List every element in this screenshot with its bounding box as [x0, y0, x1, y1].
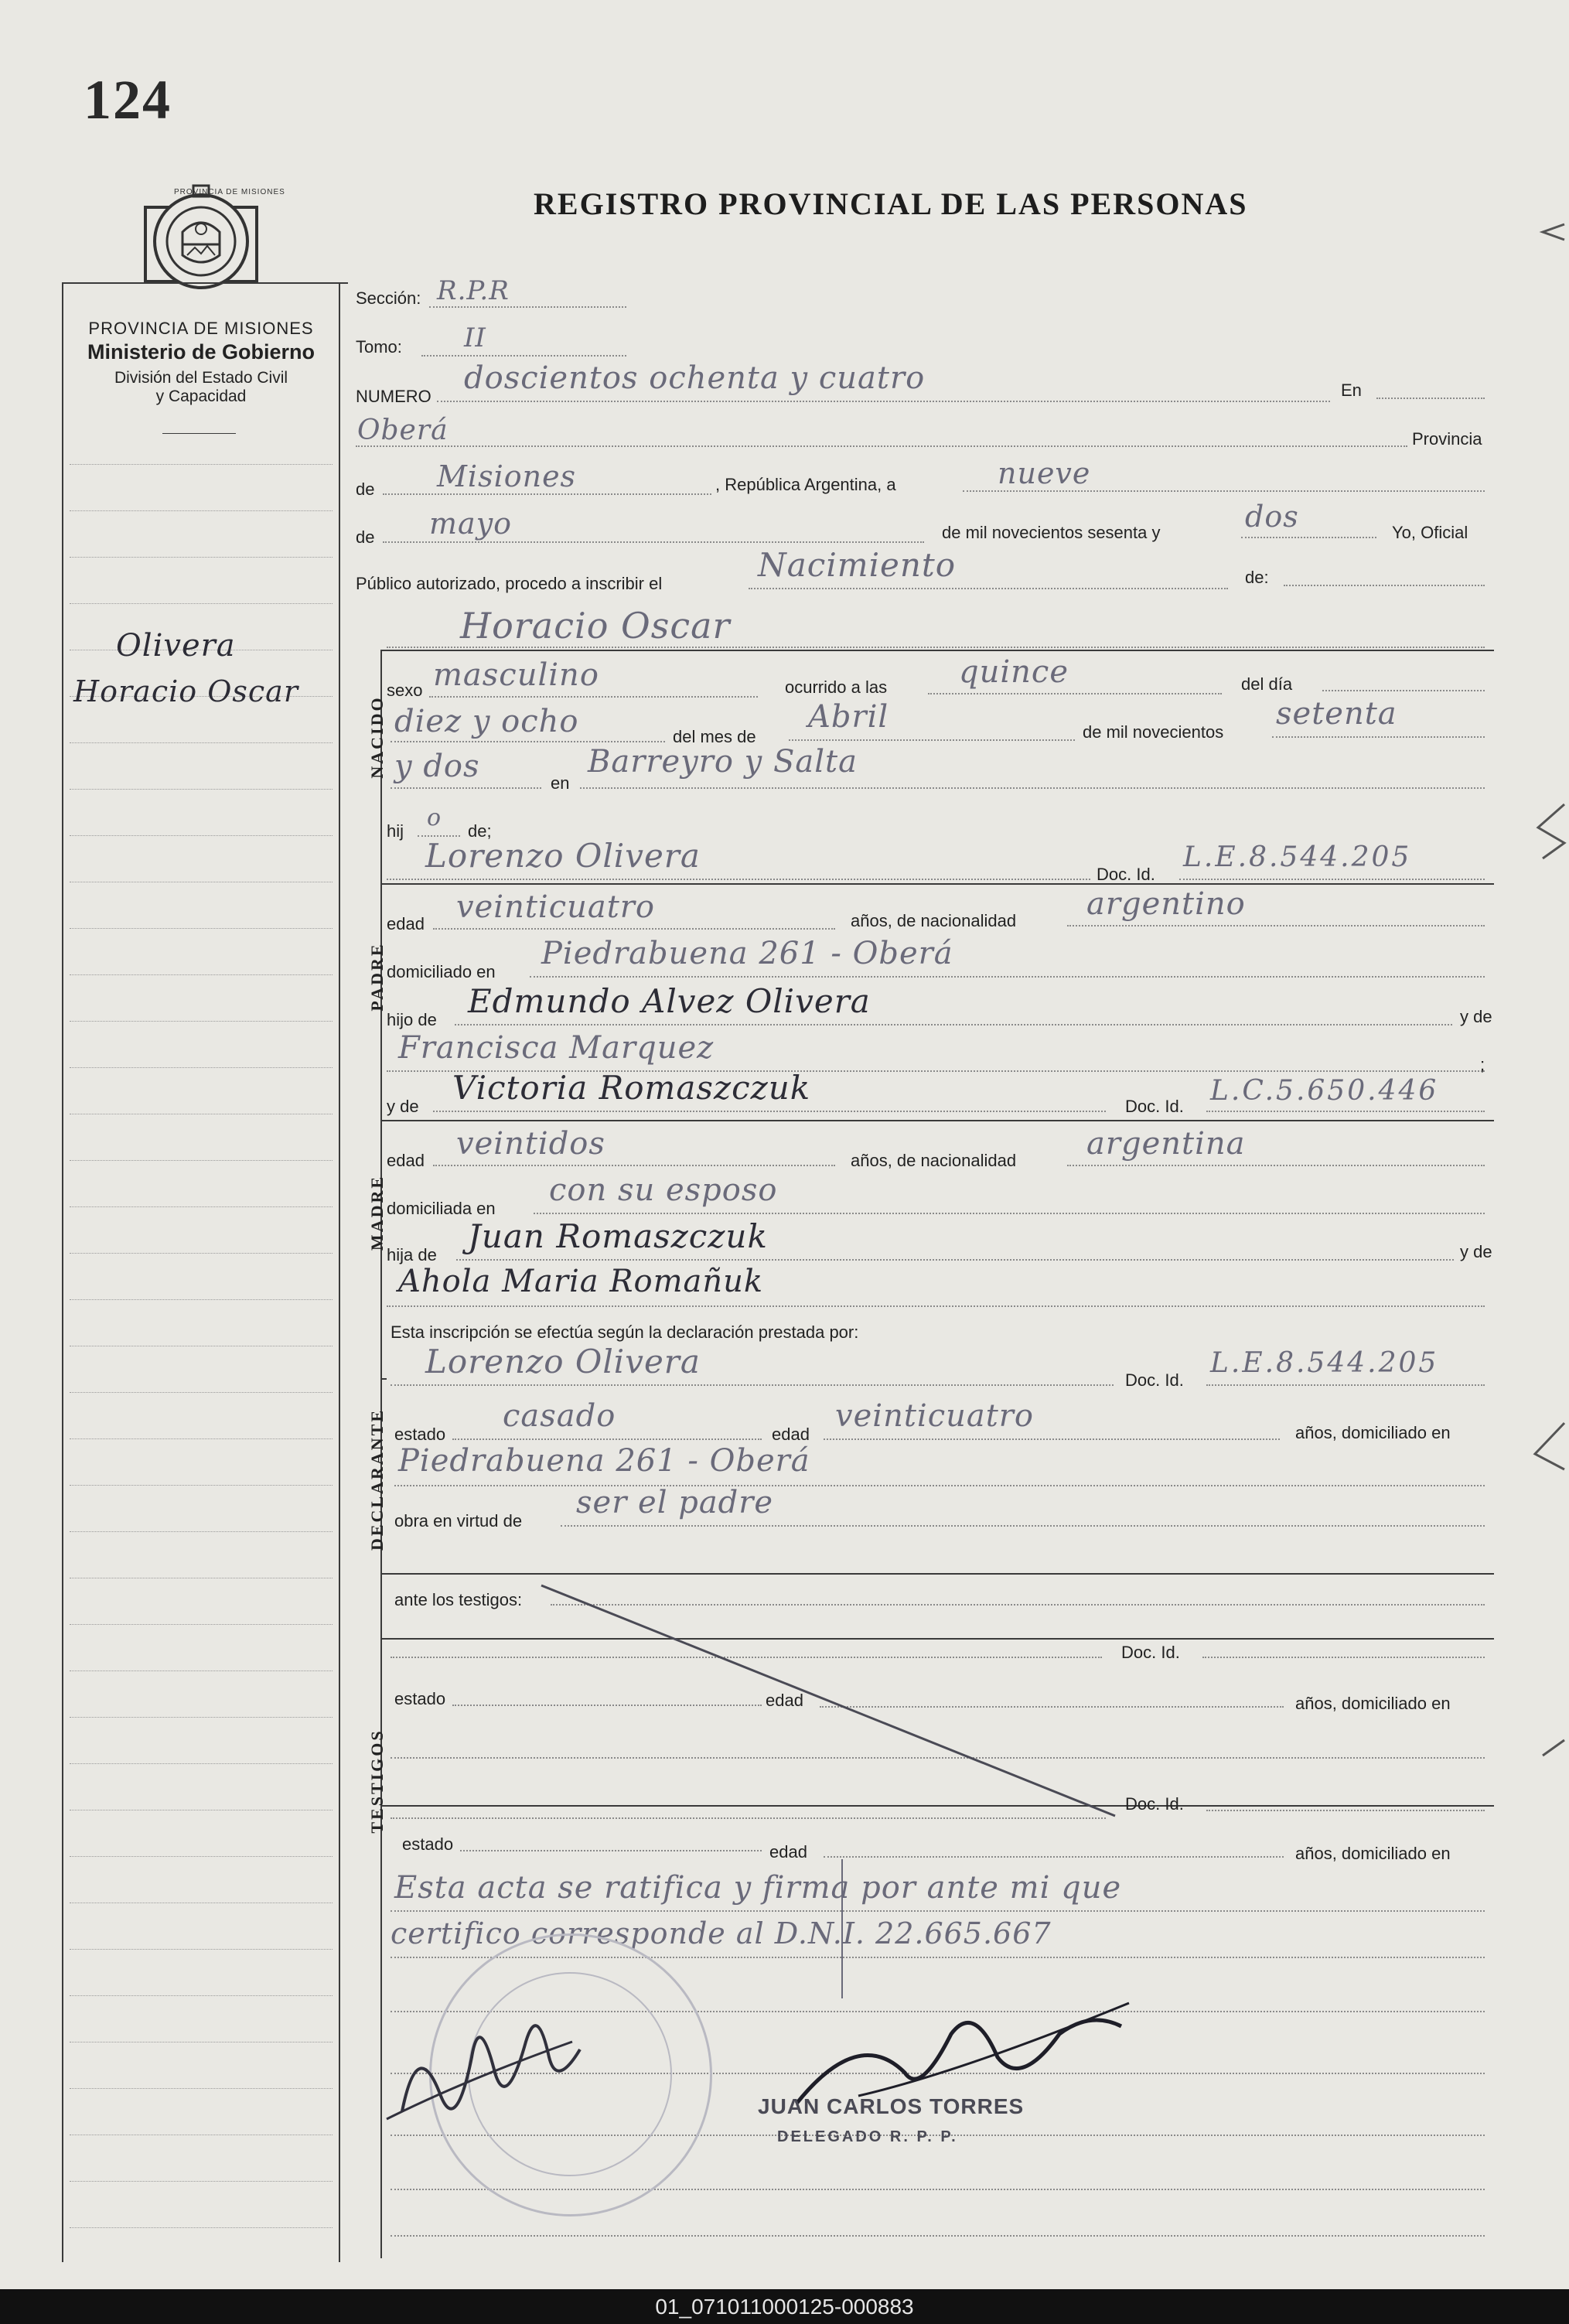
declarante-estado-value: casado [503, 1398, 616, 1434]
madre-edad-value: veintidos [456, 1126, 605, 1162]
madre-father-value: Juan Romaszczuk [468, 1217, 768, 1255]
mes-value: Abril [808, 699, 889, 735]
mil2-label: de mil novecientos [1083, 722, 1224, 742]
anio-value: setenta [1276, 696, 1397, 732]
name-value: Horacio Oscar [460, 605, 731, 647]
margin-rule [70, 1160, 333, 1161]
padre-semicolon: ; [1480, 1055, 1485, 1074]
margin-rule [70, 2181, 333, 2182]
crossout-line [534, 1578, 1137, 1825]
tomo-value: II [464, 322, 486, 353]
declarante-doc-label: Doc. Id. [1125, 1370, 1184, 1390]
padre-yde-label: y de [1460, 1007, 1492, 1026]
margin-rule [70, 1995, 333, 1996]
seccion-value: R.P.R [437, 275, 510, 306]
declarante-doc-value: L.E.8.544.205 [1210, 1347, 1439, 1379]
mil-label: de mil novecientos sesenta y [942, 523, 1161, 542]
madre-domic-value: con su esposo [549, 1172, 778, 1208]
margin-rule [70, 742, 333, 743]
binding-edge [1527, 217, 1569, 1763]
page-title: REGISTRO PROVINCIAL DE LAS PERSONAS [534, 186, 1248, 221]
officer-name: JUAN CARLOS TORRES [758, 2094, 1025, 2118]
sexo-value: masculino [433, 657, 599, 693]
margin-rule [70, 1717, 333, 1718]
seccion-label: Sección: [356, 288, 421, 308]
padre-father-value: Edmundo Alvez Olivera [468, 982, 871, 1020]
padre-mother-value: Francisca Marquez [398, 1030, 715, 1066]
en-nacido-label: en [551, 773, 570, 793]
margin-rule [70, 1856, 333, 1857]
padre-domic-label: domiciliado en [387, 962, 496, 981]
madre-yde-label: y de [387, 1097, 419, 1116]
testigo1-doc-label: Doc. Id. [1121, 1643, 1180, 1662]
hora-value: quince [959, 654, 1069, 690]
de-nacido-label: de; [468, 821, 492, 841]
testigo2-edad-label: edad [769, 1842, 807, 1862]
testigo1-estado-label: estado [394, 1689, 446, 1708]
margin-rule [70, 974, 333, 975]
witness-signature-icon [371, 1964, 603, 2142]
margin-rule [70, 603, 333, 604]
testigo2-estado-label: estado [402, 1834, 454, 1854]
padre-hijo-label: hijo de [387, 1010, 437, 1029]
closing-line-2: certifico corresponde al D.N.I. 22.665.667 [391, 1916, 1052, 1950]
margin-rule [70, 1531, 333, 1532]
closing-line-1: Esta acta se ratifica y firma por ante mi que [394, 1870, 1122, 1906]
declarante-domic-value: Piedrabuena 261 - Oberá [398, 1443, 810, 1479]
margin-rule [70, 1392, 333, 1393]
declarante-name-value: Lorenzo Olivera [425, 1343, 701, 1380]
margin-rule [70, 1438, 333, 1439]
margin-rule [70, 1021, 333, 1022]
padre-edad-value: veinticuatro [456, 889, 655, 925]
margin-rule [70, 464, 333, 465]
madre-edad-label: edad [387, 1151, 425, 1170]
padre-nac-value: argentino [1086, 886, 1246, 922]
margin-rule [70, 1624, 333, 1625]
madre-doc-value: L.C.5.650.446 [1210, 1075, 1439, 1107]
deldia-label: del día [1241, 674, 1293, 694]
margin-rule [70, 1485, 333, 1486]
province-value: Misiones [437, 459, 577, 493]
city-value: Oberá [357, 415, 449, 446]
margin-rule [70, 1253, 333, 1254]
section-declarante: DECLARANTE [367, 1408, 387, 1551]
madre-doc-label: Doc. Id. [1125, 1097, 1184, 1116]
madre-mother-value: Ahola Maria Romañuk [398, 1264, 764, 1299]
padre-name-value: Lorenzo Olivera [425, 837, 701, 875]
officer-title: DELEGADO R. P. P. [777, 2128, 958, 2145]
margin-rule [70, 1299, 333, 1300]
en-label: En [1341, 381, 1362, 400]
year-value: dos [1245, 500, 1299, 534]
hij-value: o [427, 804, 442, 831]
act-value: Nacimiento [758, 546, 957, 584]
footer-id: 01_071011000125-000883 [0, 2289, 1569, 2324]
testigo2-doc-label: Doc. Id. [1125, 1794, 1184, 1814]
section-padre: PADRE [367, 942, 387, 1012]
seal-lettering: PROVINCIA DE MISIONES [174, 188, 285, 196]
month-value: mayo [429, 507, 513, 541]
ministry-line-2: Ministerio de Gobierno [87, 340, 316, 363]
madre-yde2-label: y de [1460, 1242, 1492, 1261]
ministry-line-1: PROVINCIA DE MISIONES [88, 319, 314, 338]
madre-nac-value: argentina [1086, 1126, 1246, 1162]
margin-rule [70, 1670, 333, 1671]
madre-nac-label: años, de nacionalidad [851, 1151, 1017, 1170]
mes-label: del mes de [673, 727, 756, 746]
declarante-edad-label: edad [772, 1425, 810, 1444]
margin-rule [70, 1067, 333, 1068]
margin-names: Horacio Oscar [73, 674, 298, 708]
provincia-label: Provincia [1412, 429, 1482, 449]
ministry-line-3: División del Estado Civil [114, 369, 288, 387]
declarante-domic-label: años, domiciliado en [1295, 1423, 1451, 1442]
padre-doc-value: L.E.8.544.205 [1183, 841, 1412, 873]
sexo-label: sexo [387, 681, 423, 700]
de2-label: de [356, 527, 375, 547]
margin-rule [70, 789, 333, 790]
section-madre: MADRE [367, 1174, 387, 1251]
testigo2-domic-label: años, domiciliado en [1295, 1844, 1451, 1863]
testigo1-edad-label: edad [766, 1691, 803, 1710]
margin-surname: Olivera [116, 628, 236, 664]
page-number: 124 [84, 69, 172, 131]
numero-label: NUMERO [356, 387, 431, 406]
madre-domic-label: domiciliada en [387, 1199, 496, 1218]
testigo1-domic-label: años, domiciliado en [1295, 1694, 1451, 1713]
day-value: nueve [998, 456, 1091, 490]
hij-label: hij [387, 821, 404, 841]
anio-value-2: y dos [394, 749, 480, 784]
section-nacido: NACIDO [367, 695, 387, 779]
declarante-intro: Esta inscripción se efectúa según la declaración prestada por: [391, 1322, 859, 1342]
de3-label: de: [1245, 568, 1269, 587]
de-label: de [356, 479, 375, 499]
margin-rule [70, 2088, 333, 2089]
margin-rule [70, 557, 333, 558]
oficial-label: Yo, Oficial [1392, 523, 1468, 542]
margin-rule [70, 835, 333, 836]
ocurrido-label: ocurrido a las [785, 677, 888, 697]
tomo-label: Tomo: [356, 337, 402, 357]
margin-rule [70, 1206, 333, 1207]
publico-label: Público autorizado, procedo a inscribir el [356, 574, 663, 593]
padre-nac-label: años, de nacionalidad [851, 911, 1017, 930]
testigos-label: ante los testigos: [394, 1590, 523, 1609]
declarante-obra-value: ser el padre [576, 1485, 774, 1520]
section-testigos: TESTIGOS [367, 1728, 387, 1834]
padre-doc-label: Doc. Id. [1097, 865, 1155, 884]
lugar-value: Barreyro y Salta [588, 744, 858, 780]
declarante-obra-label: obra en virtud de [394, 1511, 523, 1531]
declarante-estado-label: estado [394, 1425, 446, 1444]
ministry-line-4: y Capacidad [155, 387, 247, 405]
numero-value: doscientos ochenta y cuatro [464, 360, 926, 396]
margin-rule [70, 1763, 333, 1764]
republica-label: , República Argentina, a [715, 475, 896, 494]
madre-hija-label: hija de [387, 1245, 437, 1264]
ministry-block [62, 319, 340, 406]
dia-value: diez y ocho [394, 704, 579, 739]
declarante-edad-value: veinticuatro [835, 1398, 1034, 1434]
madre-name-value: Victoria Romaszczuk [452, 1069, 811, 1107]
margin-rule [70, 1949, 333, 1950]
margin-rule [70, 928, 333, 929]
margin-rule [70, 2227, 333, 2228]
padre-edad-label: edad [387, 914, 425, 933]
margin-rule [70, 510, 333, 511]
padre-domic-value: Piedrabuena 261 - Oberá [541, 936, 953, 971]
